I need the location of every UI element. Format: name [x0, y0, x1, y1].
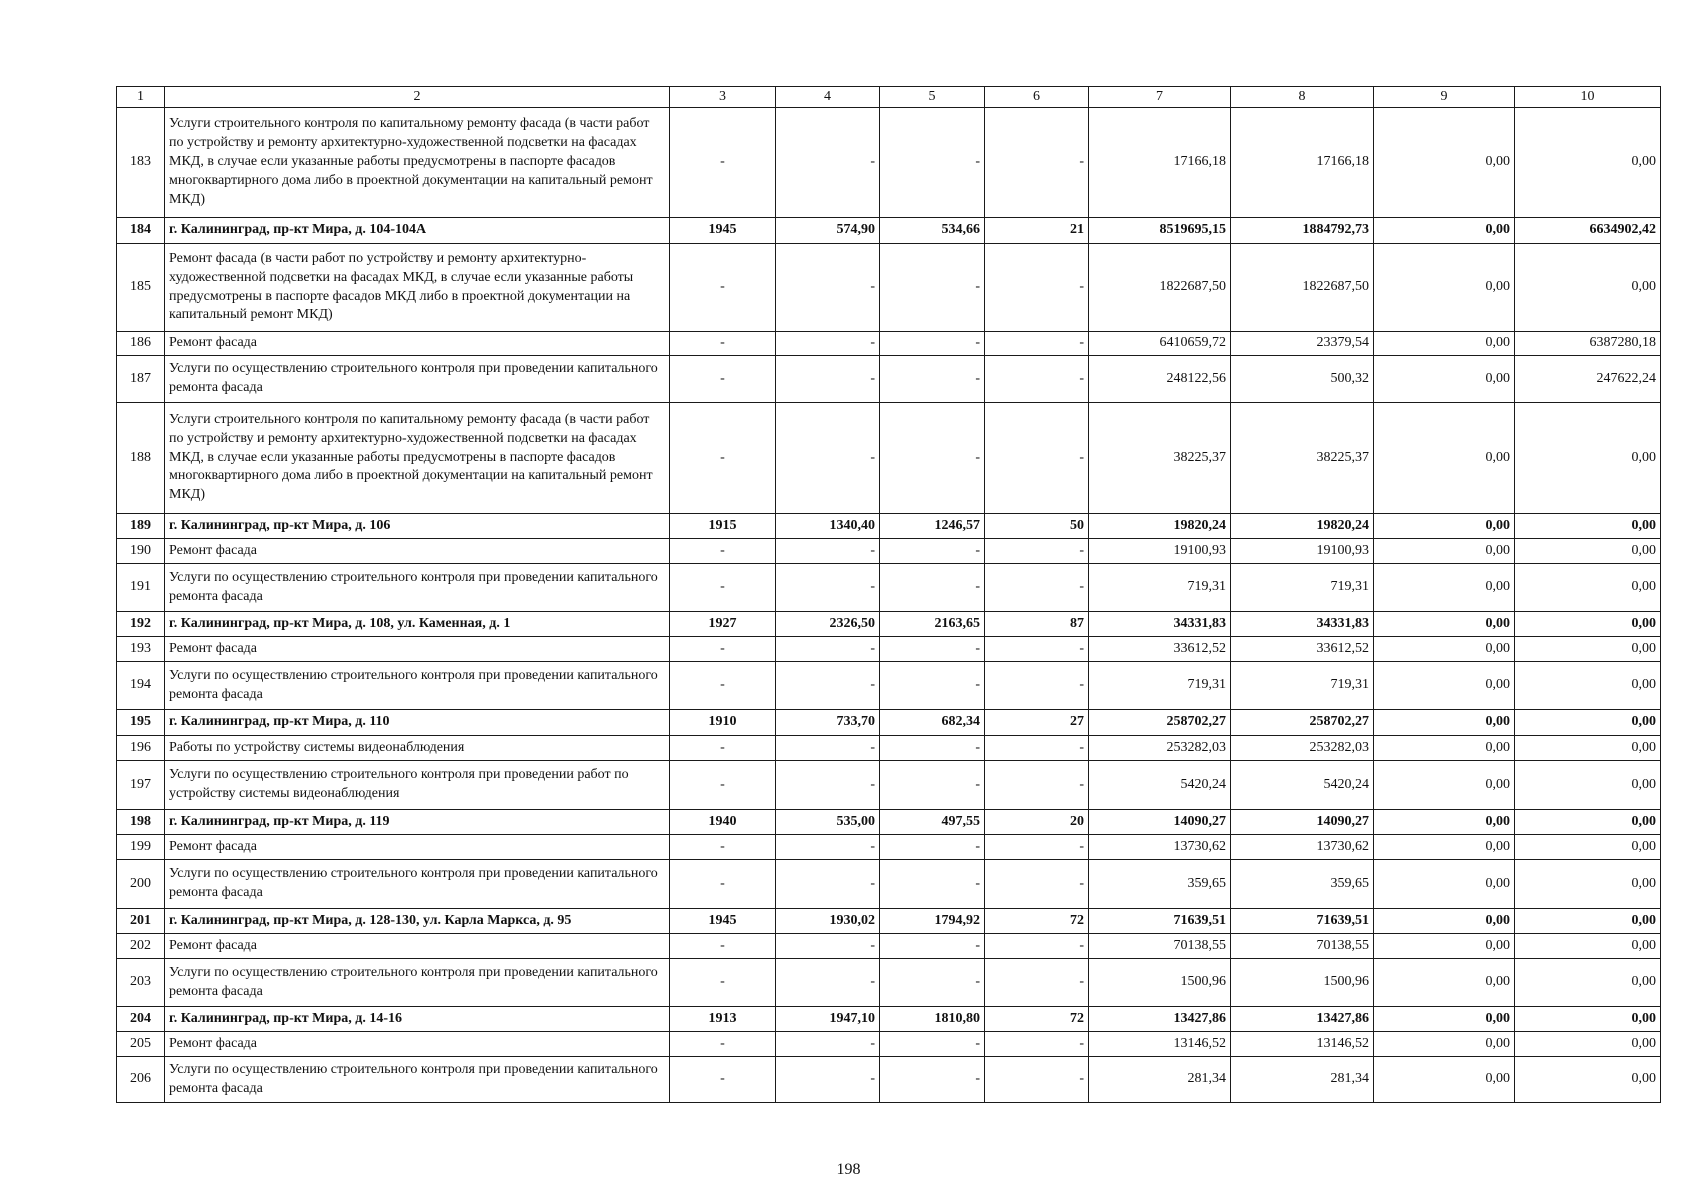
- table-row: [117, 539, 1661, 564]
- year-cell: -: [670, 244, 776, 332]
- year-cell: -: [670, 1057, 776, 1103]
- area-total-cell: -: [776, 860, 880, 909]
- cost-cell-9: 0,00: [1374, 835, 1515, 860]
- cost-cell-9: 0,00: [1374, 736, 1515, 761]
- table-row: [117, 909, 1661, 934]
- area-living-cell: 1246,57: [880, 514, 985, 539]
- cost-cell-8: 719,31: [1231, 564, 1374, 612]
- cost-cell-10: 0,00: [1515, 662, 1661, 710]
- year-cell: -: [670, 564, 776, 612]
- total-cost-cell: 359,65: [1089, 860, 1231, 909]
- cost-cell-9: 0,00: [1374, 810, 1515, 835]
- cost-cell-8: 281,34: [1231, 1057, 1374, 1103]
- row-number-cell: 199: [117, 835, 165, 860]
- year-cell: -: [670, 332, 776, 356]
- table-row: [117, 835, 1661, 860]
- table-row: [117, 736, 1661, 761]
- year-cell: 1913: [670, 1007, 776, 1032]
- residents-cell: 20: [985, 810, 1089, 835]
- year-cell: -: [670, 637, 776, 662]
- residents-cell: -: [985, 637, 1089, 662]
- table-row: [117, 662, 1661, 710]
- year-cell: -: [670, 1032, 776, 1057]
- row-number-cell: 186: [117, 332, 165, 356]
- table-row: [117, 1007, 1661, 1032]
- area-living-cell: 2163,65: [880, 612, 985, 637]
- area-total-cell: -: [776, 662, 880, 710]
- cost-cell-8: 19100,93: [1231, 539, 1374, 564]
- area-living-cell: 534,66: [880, 218, 985, 244]
- cost-cell-10: 0,00: [1515, 835, 1661, 860]
- cost-cell-10: 0,00: [1515, 514, 1661, 539]
- year-cell: -: [670, 934, 776, 959]
- table-row: [117, 637, 1661, 662]
- page-number: 198: [836, 1161, 861, 1178]
- header-cell-9: 9: [1374, 87, 1515, 108]
- row-number-cell: 187: [117, 356, 165, 403]
- area-total-cell: -: [776, 761, 880, 810]
- table-row: [117, 761, 1661, 810]
- cost-cell-10: 0,00: [1515, 244, 1661, 332]
- area-living-cell: -: [880, 637, 985, 662]
- cost-cell-10: 0,00: [1515, 710, 1661, 736]
- table-row: [117, 564, 1661, 612]
- row-number-cell: 201: [117, 909, 165, 934]
- area-living-cell: -: [880, 662, 985, 710]
- area-total-cell: -: [776, 637, 880, 662]
- area-total-cell: -: [776, 564, 880, 612]
- year-cell: -: [670, 761, 776, 810]
- cost-cell-8: 359,65: [1231, 860, 1374, 909]
- area-living-cell: -: [880, 332, 985, 356]
- cost-cell-9: 0,00: [1374, 710, 1515, 736]
- year-cell: -: [670, 108, 776, 218]
- cost-cell-10: 6387280,18: [1515, 332, 1661, 356]
- description-cell: Услуги строительного контроля по капитальному ремонту фасада (в части работ по устройству и ремонту архитектурно-художественной подсветки на фасадах МКД, в случае если указанные работы предусмотрены в паспорте фасадов многоквартирного дома либо в проектной документации на капитальный ремонт МКД): [165, 108, 670, 218]
- cost-cell-8: 19820,24: [1231, 514, 1374, 539]
- table-row: [117, 356, 1661, 403]
- column-number-header-row: [117, 87, 1661, 108]
- residents-cell: -: [985, 539, 1089, 564]
- cost-cell-10: 0,00: [1515, 564, 1661, 612]
- area-total-cell: -: [776, 736, 880, 761]
- area-living-cell: -: [880, 934, 985, 959]
- row-number-cell: 185: [117, 244, 165, 332]
- cost-cell-8: 1822687,50: [1231, 244, 1374, 332]
- residents-cell: 21: [985, 218, 1089, 244]
- residents-cell: -: [985, 1032, 1089, 1057]
- row-number-cell: 193: [117, 637, 165, 662]
- cost-cell-8: 719,31: [1231, 662, 1374, 710]
- cost-cell-9: 0,00: [1374, 934, 1515, 959]
- area-total-cell: -: [776, 244, 880, 332]
- cost-cell-9: 0,00: [1374, 860, 1515, 909]
- total-cost-cell: 14090,27: [1089, 810, 1231, 835]
- cost-cell-9: 0,00: [1374, 514, 1515, 539]
- cost-cell-9: 0,00: [1374, 1032, 1515, 1057]
- residents-cell: -: [985, 959, 1089, 1007]
- header-cell-4: 4: [776, 87, 880, 108]
- year-cell: 1945: [670, 909, 776, 934]
- cost-cell-10: 0,00: [1515, 909, 1661, 934]
- header-cell-1: 1: [117, 87, 165, 108]
- area-total-cell: -: [776, 539, 880, 564]
- residents-cell: -: [985, 356, 1089, 403]
- description-cell: Ремонт фасада: [165, 1032, 670, 1057]
- cost-cell-10: 0,00: [1515, 1007, 1661, 1032]
- row-number-cell: 188: [117, 403, 165, 514]
- header-cell-2: 2: [165, 87, 670, 108]
- area-living-cell: -: [880, 959, 985, 1007]
- cost-cell-9: 0,00: [1374, 959, 1515, 1007]
- total-cost-cell: 719,31: [1089, 662, 1231, 710]
- cost-cell-8: 1500,96: [1231, 959, 1374, 1007]
- area-total-cell: 2326,50: [776, 612, 880, 637]
- description-cell: Ремонт фасада: [165, 332, 670, 356]
- row-number-cell: 196: [117, 736, 165, 761]
- area-living-cell: -: [880, 244, 985, 332]
- cost-cell-8: 71639,51: [1231, 909, 1374, 934]
- area-total-cell: 574,90: [776, 218, 880, 244]
- area-total-cell: 535,00: [776, 810, 880, 835]
- area-living-cell: -: [880, 860, 985, 909]
- description-cell: г. Калининград, пр-кт Мира, д. 14-16: [165, 1007, 670, 1032]
- year-cell: -: [670, 835, 776, 860]
- cost-cell-10: 0,00: [1515, 736, 1661, 761]
- table-row: [117, 710, 1661, 736]
- header-cell-7: 7: [1089, 87, 1231, 108]
- total-cost-cell: 719,31: [1089, 564, 1231, 612]
- cost-cell-9: 0,00: [1374, 539, 1515, 564]
- total-cost-cell: 19100,93: [1089, 539, 1231, 564]
- cost-cell-9: 0,00: [1374, 662, 1515, 710]
- total-cost-cell: 253282,03: [1089, 736, 1231, 761]
- year-cell: -: [670, 736, 776, 761]
- table-row: [117, 934, 1661, 959]
- residents-cell: -: [985, 332, 1089, 356]
- cost-cell-9: 0,00: [1374, 218, 1515, 244]
- header-cell-6: 6: [985, 87, 1089, 108]
- table-row: [117, 612, 1661, 637]
- residents-cell: -: [985, 761, 1089, 810]
- residents-cell: -: [985, 108, 1089, 218]
- total-cost-cell: 13146,52: [1089, 1032, 1231, 1057]
- total-cost-cell: 70138,55: [1089, 934, 1231, 959]
- description-cell: г. Калининград, пр-кт Мира, д. 128-130, ул. Карла Маркса, д. 95: [165, 909, 670, 934]
- area-total-cell: 1340,40: [776, 514, 880, 539]
- area-living-cell: -: [880, 835, 985, 860]
- total-cost-cell: 6410659,72: [1089, 332, 1231, 356]
- cost-cell-10: 0,00: [1515, 959, 1661, 1007]
- year-cell: 1940: [670, 810, 776, 835]
- area-living-cell: -: [880, 761, 985, 810]
- residents-cell: -: [985, 1057, 1089, 1103]
- cost-cell-8: 70138,55: [1231, 934, 1374, 959]
- cost-cell-9: 0,00: [1374, 244, 1515, 332]
- row-number-cell: 205: [117, 1032, 165, 1057]
- residents-cell: -: [985, 835, 1089, 860]
- total-cost-cell: 258702,27: [1089, 710, 1231, 736]
- year-cell: 1945: [670, 218, 776, 244]
- description-cell: Услуги по осуществлению строительного контроля при проведении капитального ремонта фасада: [165, 860, 670, 909]
- total-cost-cell: 19820,24: [1089, 514, 1231, 539]
- area-living-cell: -: [880, 1057, 985, 1103]
- area-total-cell: -: [776, 108, 880, 218]
- row-number-cell: 183: [117, 108, 165, 218]
- area-total-cell: -: [776, 934, 880, 959]
- year-cell: -: [670, 662, 776, 710]
- header-cell-5: 5: [880, 87, 985, 108]
- description-cell: Ремонт фасада: [165, 539, 670, 564]
- row-number-cell: 191: [117, 564, 165, 612]
- year-cell: -: [670, 356, 776, 403]
- year-cell: 1927: [670, 612, 776, 637]
- cost-cell-8: 258702,27: [1231, 710, 1374, 736]
- description-cell: Услуги по осуществлению строительного контроля при проведении капитального ремонта фасада: [165, 662, 670, 710]
- cost-cell-9: 0,00: [1374, 332, 1515, 356]
- residents-cell: -: [985, 934, 1089, 959]
- row-number-cell: 195: [117, 710, 165, 736]
- description-cell: Услуги по осуществлению строительного контроля при проведении капитального ремонта фасада: [165, 564, 670, 612]
- table-row: [117, 959, 1661, 1007]
- row-number-cell: 197: [117, 761, 165, 810]
- cost-cell-8: 38225,37: [1231, 403, 1374, 514]
- cost-cell-9: 0,00: [1374, 1057, 1515, 1103]
- row-number-cell: 189: [117, 514, 165, 539]
- cost-cell-10: 0,00: [1515, 1057, 1661, 1103]
- row-number-cell: 184: [117, 218, 165, 244]
- cost-cell-8: 5420,24: [1231, 761, 1374, 810]
- cost-cell-8: 34331,83: [1231, 612, 1374, 637]
- residents-cell: 72: [985, 1007, 1089, 1032]
- table-row: [117, 1032, 1661, 1057]
- area-living-cell: -: [880, 736, 985, 761]
- area-total-cell: -: [776, 403, 880, 514]
- cost-cell-10: 6634902,42: [1515, 218, 1661, 244]
- header-cell-3: 3: [670, 87, 776, 108]
- row-number-cell: 202: [117, 934, 165, 959]
- table-row: [117, 514, 1661, 539]
- cost-cell-8: 14090,27: [1231, 810, 1374, 835]
- cost-cell-10: 0,00: [1515, 637, 1661, 662]
- row-number-cell: 190: [117, 539, 165, 564]
- header-cell-10: 10: [1515, 87, 1661, 108]
- year-cell: -: [670, 959, 776, 1007]
- cost-cell-10: 0,00: [1515, 810, 1661, 835]
- area-living-cell: 497,55: [880, 810, 985, 835]
- area-total-cell: -: [776, 959, 880, 1007]
- area-living-cell: -: [880, 356, 985, 403]
- area-total-cell: -: [776, 1057, 880, 1103]
- cost-cell-8: 500,32: [1231, 356, 1374, 403]
- area-living-cell: -: [880, 1032, 985, 1057]
- cost-cell-8: 1884792,73: [1231, 218, 1374, 244]
- description-cell: Ремонт фасада (в части работ по устройству и ремонту архитектурно-художественной подсветки на фасадах МКД, в случае если указанные работы предусмотрены в паспорте фасадов МКД либо в проектной документации на капитальный ремонт МКД): [165, 244, 670, 332]
- area-living-cell: 682,34: [880, 710, 985, 736]
- total-cost-cell: 8519695,15: [1089, 218, 1231, 244]
- area-total-cell: -: [776, 1032, 880, 1057]
- residents-cell: 72: [985, 909, 1089, 934]
- total-cost-cell: 38225,37: [1089, 403, 1231, 514]
- total-cost-cell: 13427,86: [1089, 1007, 1231, 1032]
- residents-cell: -: [985, 403, 1089, 514]
- area-living-cell: -: [880, 403, 985, 514]
- residents-cell: -: [985, 564, 1089, 612]
- residents-cell: 50: [985, 514, 1089, 539]
- residents-cell: -: [985, 244, 1089, 332]
- row-number-cell: 194: [117, 662, 165, 710]
- description-cell: Работы по устройству системы видеонаблюдения: [165, 736, 670, 761]
- area-living-cell: 1794,92: [880, 909, 985, 934]
- table-row: [117, 244, 1661, 332]
- description-cell: Услуги по осуществлению строительного контроля при проведении капитального ремонта фасада: [165, 959, 670, 1007]
- total-cost-cell: 17166,18: [1089, 108, 1231, 218]
- cost-cell-10: 0,00: [1515, 403, 1661, 514]
- description-cell: г. Калининград, пр-кт Мира, д. 104-104А: [165, 218, 670, 244]
- year-cell: -: [670, 403, 776, 514]
- cost-cell-10: 0,00: [1515, 612, 1661, 637]
- row-number-cell: 206: [117, 1057, 165, 1103]
- row-number-cell: 203: [117, 959, 165, 1007]
- cost-cell-10: 0,00: [1515, 539, 1661, 564]
- residents-cell: -: [985, 736, 1089, 761]
- total-cost-cell: 5420,24: [1089, 761, 1231, 810]
- residents-cell: -: [985, 662, 1089, 710]
- total-cost-cell: 1500,96: [1089, 959, 1231, 1007]
- table-row: [117, 218, 1661, 244]
- description-cell: г. Калининград, пр-кт Мира, д. 108, ул. Каменная, д. 1: [165, 612, 670, 637]
- row-number-cell: 198: [117, 810, 165, 835]
- total-cost-cell: 34331,83: [1089, 612, 1231, 637]
- cost-cell-10: 0,00: [1515, 1032, 1661, 1057]
- table-row: [117, 332, 1661, 356]
- cost-cell-8: 33612,52: [1231, 637, 1374, 662]
- description-cell: г. Калининград, пр-кт Мира, д. 106: [165, 514, 670, 539]
- table-row: [117, 1057, 1661, 1103]
- description-cell: г. Калининград, пр-кт Мира, д. 110: [165, 710, 670, 736]
- row-number-cell: 204: [117, 1007, 165, 1032]
- total-cost-cell: 248122,56: [1089, 356, 1231, 403]
- capital-repair-table: [116, 86, 1661, 1103]
- row-number-cell: 192: [117, 612, 165, 637]
- cost-cell-8: 13146,52: [1231, 1032, 1374, 1057]
- description-cell: г. Калининград, пр-кт Мира, д. 119: [165, 810, 670, 835]
- year-cell: -: [670, 860, 776, 909]
- area-total-cell: 733,70: [776, 710, 880, 736]
- cost-cell-10: 0,00: [1515, 934, 1661, 959]
- description-cell: Ремонт фасада: [165, 637, 670, 662]
- cost-cell-9: 0,00: [1374, 403, 1515, 514]
- year-cell: 1910: [670, 710, 776, 736]
- cost-cell-9: 0,00: [1374, 1007, 1515, 1032]
- area-total-cell: 1947,10: [776, 1007, 880, 1032]
- cost-cell-8: 13730,62: [1231, 835, 1374, 860]
- description-cell: Услуги строительного контроля по капитальному ремонту фасада (в части работ по устройству и ремонту архитектурно-художественной подсветки на фасадах МКД, в случае если указанные работы предусмотрены в паспорте фасадов многоквартирного дома либо в проектной документации на капитальный ремонт МКД): [165, 403, 670, 514]
- row-number-cell: 200: [117, 860, 165, 909]
- residents-cell: 27: [985, 710, 1089, 736]
- table-row: [117, 403, 1661, 514]
- table-row: [117, 108, 1661, 218]
- cost-cell-10: 0,00: [1515, 108, 1661, 218]
- area-total-cell: -: [776, 332, 880, 356]
- area-living-cell: -: [880, 564, 985, 612]
- year-cell: 1915: [670, 514, 776, 539]
- cost-cell-10: 247622,24: [1515, 356, 1661, 403]
- description-cell: Услуги по осуществлению строительного контроля при проведении капитального ремонта фасада: [165, 1057, 670, 1103]
- cost-cell-10: 0,00: [1515, 761, 1661, 810]
- cost-cell-9: 0,00: [1374, 909, 1515, 934]
- area-total-cell: -: [776, 356, 880, 403]
- cost-cell-8: 13427,86: [1231, 1007, 1374, 1032]
- total-cost-cell: 281,34: [1089, 1057, 1231, 1103]
- description-cell: Услуги по осуществлению строительного контроля при проведении работ по устройству системы видеонаблюдения: [165, 761, 670, 810]
- cost-cell-9: 0,00: [1374, 564, 1515, 612]
- area-living-cell: -: [880, 539, 985, 564]
- description-cell: Ремонт фасада: [165, 934, 670, 959]
- cost-cell-8: 253282,03: [1231, 736, 1374, 761]
- header-cell-8: 8: [1231, 87, 1374, 108]
- table-row: [117, 810, 1661, 835]
- total-cost-cell: 1822687,50: [1089, 244, 1231, 332]
- cost-cell-9: 0,00: [1374, 108, 1515, 218]
- cost-cell-8: 17166,18: [1231, 108, 1374, 218]
- residents-cell: 87: [985, 612, 1089, 637]
- table-row: [117, 860, 1661, 909]
- cost-cell-9: 0,00: [1374, 612, 1515, 637]
- cost-cell-8: 23379,54: [1231, 332, 1374, 356]
- area-total-cell: -: [776, 835, 880, 860]
- year-cell: -: [670, 539, 776, 564]
- description-cell: Услуги по осуществлению строительного контроля при проведении капитального ремонта фасада: [165, 356, 670, 403]
- total-cost-cell: 13730,62: [1089, 835, 1231, 860]
- area-living-cell: -: [880, 108, 985, 218]
- residents-cell: -: [985, 860, 1089, 909]
- cost-cell-9: 0,00: [1374, 356, 1515, 403]
- cost-cell-10: 0,00: [1515, 860, 1661, 909]
- table-body: [117, 108, 1661, 1103]
- cost-cell-9: 0,00: [1374, 637, 1515, 662]
- total-cost-cell: 71639,51: [1089, 909, 1231, 934]
- area-living-cell: 1810,80: [880, 1007, 985, 1032]
- total-cost-cell: 33612,52: [1089, 637, 1231, 662]
- description-cell: Ремонт фасада: [165, 835, 670, 860]
- cost-cell-9: 0,00: [1374, 761, 1515, 810]
- area-total-cell: 1930,02: [776, 909, 880, 934]
